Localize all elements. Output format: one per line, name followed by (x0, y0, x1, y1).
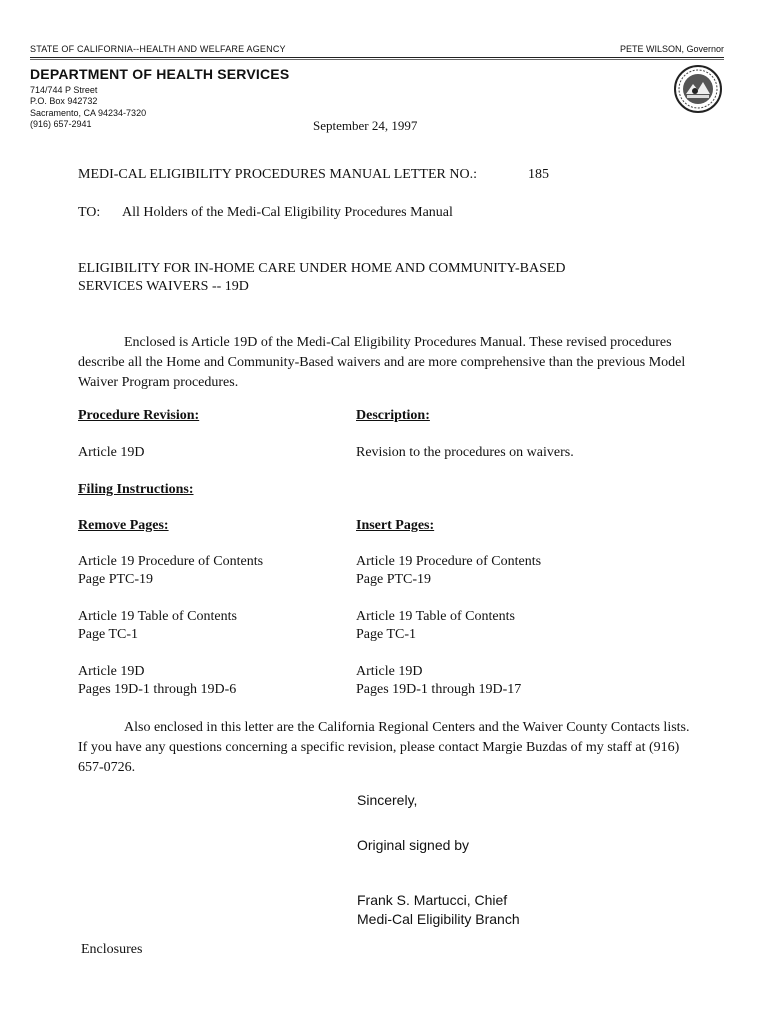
insert-pages-heading: Insert Pages: (356, 518, 435, 533)
remove-item-page: Page TC-1 (78, 627, 139, 642)
insert-item: Article 19D (356, 664, 423, 679)
insert-item-page: Pages 19D-1 through 19D-17 (356, 682, 522, 697)
description-value: Revision to the procedures on waivers. (356, 445, 574, 460)
remove-item: Article 19 Table of Contents (78, 609, 237, 624)
salutation: Sincerely, (357, 792, 418, 808)
to-label: TO: (78, 205, 101, 220)
header-rule (30, 57, 724, 58)
enclosures-note: Enclosures (81, 942, 143, 957)
letter-number: 185 (528, 167, 549, 182)
intro-paragraph: Enclosed is Article 19D of the Medi-Cal Eligibility Procedures Manual. These revised procedures describe all the Home and Community-Based waivers and are more comprehensive than the previous Model Waiver Program procedures. (78, 335, 686, 390)
subject-line: SERVICES WAIVERS -- 19D (78, 279, 249, 294)
signer-title: Medi-Cal Eligibility Branch (357, 911, 520, 927)
remove-item: Article 19 Procedure of Contents (78, 554, 264, 569)
state-seal-icon (673, 64, 723, 114)
phone-line: (916) 657-2941 (30, 119, 92, 129)
governor-name: PETE WILSON, Governor (619, 44, 724, 54)
insert-item-page: Page TC-1 (356, 627, 417, 642)
signer-name: Frank S. Martucci, Chief (357, 892, 508, 908)
filing-instructions-heading: Filing Instructions: (78, 482, 194, 497)
insert-item-page: Page PTC-19 (356, 572, 432, 587)
remove-item-page: Pages 19D-1 through 19D-6 (78, 682, 237, 697)
header-rule-secondary (30, 59, 724, 60)
remove-item: Article 19D (78, 664, 145, 679)
insert-item: Article 19 Table of Contents (356, 609, 515, 624)
closing-paragraph: Also enclosed in this letter are the California Regional Centers and the Waiver County Contacts lists. If you have any questions concerning a specific revision, please contact Margie Buzdas of my staff at (916) 657-0726. (78, 720, 690, 775)
remove-item-page: Page PTC-19 (78, 572, 154, 587)
remove-pages-heading: Remove Pages: (78, 518, 169, 533)
address-line: P.O. Box 942732 (30, 96, 98, 106)
procedure-value: Article 19D (78, 445, 145, 460)
subject-line: ELIGIBILITY FOR IN-HOME CARE UNDER HOME AND COMMUNITY-BASED (78, 261, 566, 276)
to-recipients: All Holders of the Medi-Cal Eligibility Procedures Manual (122, 205, 453, 220)
agency-header: STATE OF CALIFORNIA--HEALTH AND WELFARE AGENCY (30, 44, 286, 54)
letter-date: September 24, 1997 (313, 118, 418, 133)
description-heading: Description: (356, 408, 430, 423)
address-line: 714/744 P Street (30, 85, 98, 95)
department-name: DEPARTMENT OF HEALTH SERVICES (30, 66, 290, 82)
address-line: Sacramento, CA 94234-7320 (30, 108, 147, 118)
signed-note: Original signed by (357, 837, 470, 853)
procedure-revision-heading: Procedure Revision: (78, 408, 200, 423)
insert-item: Article 19 Procedure of Contents (356, 554, 542, 569)
letter-title: MEDI-CAL ELIGIBILITY PROCEDURES MANUAL LETTER NO.: (78, 167, 477, 182)
